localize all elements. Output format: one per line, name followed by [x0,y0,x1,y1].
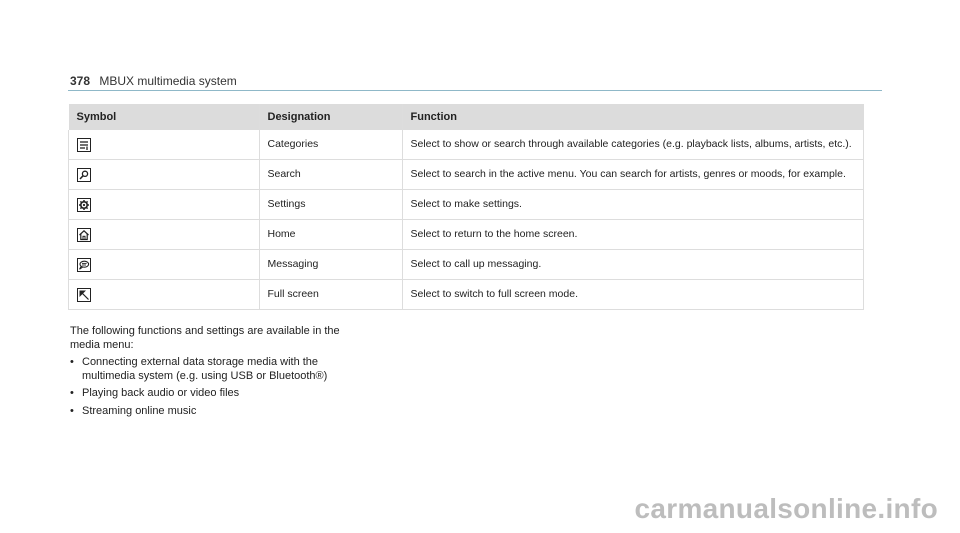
header-designation: Designation [259,104,402,130]
table-header-row [69,104,864,130]
symbol-cell [69,130,260,160]
designation-cell: Search [259,160,402,190]
search-icon [77,168,91,182]
table-row [69,130,864,160]
designation-cell: Settings [259,190,402,220]
table-row [69,280,864,310]
function-cell: Select to switch to full screen mode. [402,280,864,310]
section-title: MBUX multimedia system [99,74,237,88]
watermark: carmanualsonline.info [634,493,938,524]
page-number: 378 [70,74,91,88]
symbol-cell [69,160,260,190]
page-header [70,74,237,88]
list-item: • Streaming online music [70,405,340,419]
header-rule [68,90,882,91]
symbol-cell [69,220,260,250]
designation-cell: Messaging [259,250,402,280]
header-function: Function [402,104,864,130]
designation-cell: Full screen [259,280,402,310]
symbol-cell [69,190,260,220]
designation-cell: Categories [259,130,402,160]
function-cell: Select to show or search through available categories (e.g. playback lists, albums, artists, etc.). [402,130,864,160]
table-row [69,160,864,190]
media-menu-description [70,325,340,422]
function-cell: Select to return to the home screen. [402,220,864,250]
settings-icon [77,198,91,212]
messaging-icon [77,258,91,272]
table-row [69,220,864,250]
categories-icon [77,138,91,152]
feature-list [70,356,340,418]
list-item: • Connecting external data storage media with the multimedia system (e.g. using USB or Bluetooth®) [70,356,340,383]
full-screen-icon [77,288,91,302]
table-row [69,250,864,280]
symbol-cell [69,250,260,280]
symbol-table [68,104,864,310]
intro-paragraph: The following functions and settings are available in the media menu: [70,325,340,351]
designation-cell: Home [259,220,402,250]
home-icon [77,228,91,242]
function-cell: Select to search in the active menu. You can search for artists, genres or moods, for example. [402,160,864,190]
function-cell: Select to call up messaging. [402,250,864,280]
list-item: • Playing back audio or video files [70,387,340,401]
function-cell: Select to make settings. [402,190,864,220]
symbol-cell [69,280,260,310]
header-symbol: Symbol [69,104,260,130]
table-row [69,190,864,220]
